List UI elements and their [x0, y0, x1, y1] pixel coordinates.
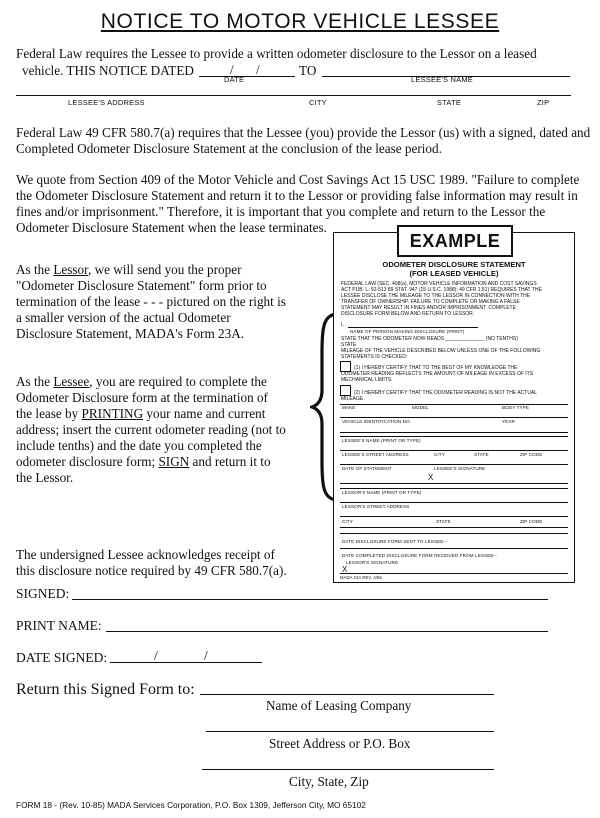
city-state-zip-caption: City, State, Zip: [289, 774, 369, 789]
example-fed-text: TRANSFER OF OWNERSHIP. FAILURE TO COMPLETE OR MAKING A FALSE: [341, 299, 520, 305]
quote-line-4: Odometer Disclosure Statement when the lease terminates.: [16, 220, 327, 235]
example-row-line: [340, 483, 568, 484]
example-checkbox-2: [340, 385, 351, 396]
example-check-text: (2) I HEREBY CERTIFY THAT THE ODOMETER READING IS NOT THE ACTUAL: [354, 390, 538, 396]
example-x-mark: X: [428, 473, 434, 482]
quote-line-3: fines and/or imprisonment." Therefore, it is important that you complete and return to the Lessor the: [16, 204, 546, 219]
example-row-line: [340, 573, 568, 574]
leasing-company-field[interactable]: [200, 694, 494, 695]
example-zip-2: ZIP CODE: [520, 519, 543, 524]
ack-line-1: The undersigned Lessee acknowledges receipt of: [16, 547, 275, 562]
lessee-line-7: the Lessor.: [16, 470, 74, 485]
date-signed-label: DATE SIGNED:: [16, 650, 108, 665]
example-zip: ZIP CODE: [520, 452, 543, 457]
example-date-completed: DATE COMPLETED DISCLOSURE FORM RECEIVED FROM LESSEE--: [342, 553, 497, 558]
example-check-text: MECHANICAL LIMITS.: [341, 377, 393, 383]
example-state: STATE: [474, 452, 489, 457]
example-lessor-signature: LESSOR'S SIGNATURE: [346, 560, 399, 565]
example-vin: VEHICLE IDENTIFICATION NO.: [342, 419, 412, 424]
notice-date-field[interactable]: [199, 76, 295, 77]
lessee-address-field[interactable]: [16, 95, 571, 96]
date-slash-1: /: [230, 62, 234, 77]
city-caption: CITY: [309, 98, 327, 107]
example-row-line: [340, 464, 568, 465]
lessee-line-2: Odometer Disclosure form at the termination of: [16, 390, 268, 405]
example-city-2: CITY: [342, 519, 353, 524]
example-fed-text: STATEMENT MAY RESULT IN FINES AND/OR IMPRISONMENT. COMPLETE: [341, 305, 516, 311]
date-signed-field[interactable]: [110, 662, 262, 663]
lessee-line-5: include tenths) and the date you completed the: [16, 438, 262, 453]
example-check-text: MILEAGE.: [341, 396, 365, 402]
example-row-line: [340, 533, 568, 534]
example-lessor-name: LESSOR'S NAME (PRINT OR TYPE): [342, 490, 422, 495]
example-check-text: (1) I HEREBY CERTIFY THAT TO THE BEST OF MY KNOWLEDGE THE: [354, 365, 518, 371]
example-row-line: [340, 436, 568, 437]
example-lessee-name: LESSEE'S NAME (PRINT OR TYPE): [342, 438, 421, 443]
example-x-mark: X: [342, 565, 348, 574]
example-row-line: [340, 527, 568, 528]
example-name-caption: NAME OF PERSON MAKING DISCLOSURE (PRINT): [350, 329, 465, 334]
example-date-statement: DATE OF STATEMENT: [342, 466, 392, 471]
example-row-line: [340, 516, 568, 517]
date-signed-slash-2: /: [204, 648, 208, 663]
example-row-line: [340, 404, 568, 405]
example-row-line: [340, 417, 568, 418]
lessor-line-3: termination of the lease - - - pictured on the right is: [16, 294, 286, 309]
lessor-line-5: Disclosure Statement, MADA's Form 23A.: [16, 326, 245, 341]
signed-label: SIGNED:: [16, 586, 70, 601]
example-lessee-signature: LESSEE'S SIGNATURE: [434, 466, 486, 471]
to-label: TO: [299, 63, 317, 78]
lessee-line-1: As the Lessee, you are required to complete the: [16, 374, 267, 389]
zip-caption: ZIP: [537, 98, 550, 107]
lessor-line-1: As the Lessor, we will send you the proper: [16, 262, 242, 277]
example-statement: STATE: [341, 342, 357, 348]
lessee-line-3: the lease by PRINTING your name and current: [16, 406, 266, 421]
date-signed-slash-1: /: [154, 648, 158, 663]
example-form: [333, 232, 575, 583]
example-check-text: ODOMETER READING REFLECTS THE AMOUNT OF MILEAGE IN EXCESS OF ITS: [341, 371, 534, 377]
example-name-line: [348, 327, 478, 328]
example-fed-text: FEDERAL LAW (SEC. 408(a), MOTOR VEHICLE INFORMATION AND COST SAVINGS: [341, 281, 537, 287]
example-subtitle: (FOR LEASED VEHICLE): [409, 269, 499, 278]
example-model: MODEL: [412, 405, 429, 410]
street-address-field[interactable]: [206, 731, 494, 732]
example-fed-text: ACT PUB. L. 92-513 89 STAT. 947 (15 U.S.C. 1988); 49 CFR 1.51) REQUIRES THAT THE: [341, 287, 542, 293]
example-form-number: MADA 23A REV. 4/86: [340, 575, 382, 580]
leasing-company-caption: Name of Leasing Company: [266, 698, 412, 713]
signed-field[interactable]: [72, 599, 548, 600]
example-title: ODOMETER DISCLOSURE STATEMENT: [382, 260, 526, 269]
example-row-line: [340, 502, 568, 503]
example-fed-text: LESSEE DISCLOSE THE MILEAGE TO THE LESSOR IN CONNECTION WITH THE: [341, 293, 531, 299]
example-row-line: [340, 488, 568, 489]
lessee-address-caption: LESSEE'S ADDRESS: [68, 98, 145, 107]
cfr-line-2: Completed Odometer Disclosure Statement at the conclusion of the lease period.: [16, 141, 442, 156]
lessee-name-caption: LESSEE'S NAME: [411, 75, 473, 84]
example-row-line: [340, 548, 568, 549]
quote-line-2: the Odometer Disclosure Statement and return it to the Lessor or providing false information may result in: [16, 188, 578, 203]
cfr-line-1: Federal Law 49 CFR 580.7(a) requires that the Lessee (you) provide the Lessor (us) with a signed, dated and: [16, 125, 591, 140]
example-lessee-address: LESSEE'S STREET ADDRESS: [342, 452, 409, 457]
example-year: YEAR: [502, 419, 515, 424]
state-caption: STATE: [437, 98, 462, 107]
quote-line-1: We quote from Section 409 of the Motor Vehicle and Cost Savings Act 15 USC 1989. "Failure to complete: [16, 172, 580, 187]
lessor-line-4: a smaller version of the actual Odometer: [16, 310, 231, 325]
lessor-line-2: "Odometer Disclosure Statement" form prior to: [16, 278, 267, 293]
example-i-label: I,: [341, 322, 344, 328]
date-slash-2: /: [256, 62, 260, 77]
intro-line-1: Federal Law requires the Lessee to provide a written odometer disclosure to the Lessor on a leased: [16, 46, 537, 61]
example-statement: STATEMENTS IS CHECKED:: [341, 354, 408, 360]
return-label: Return this Signed Form to:: [16, 681, 195, 698]
example-fed-text: DISCLOSURE FORM BELOW AND RETURN TO LESSOR.: [341, 311, 475, 317]
street-address-caption: Street Address or P.O. Box: [269, 736, 411, 751]
form-footer: FORM 18 - (Rev. 10-85) MADA Services Corporation, P.O. Box 1309, Jefferson City, MO 65102: [16, 800, 366, 810]
example-statement: MILEAGE OF THE VEHICLE DESCRIBED BELOW UNLESS ONE OF THE FOLLOWING: [341, 348, 541, 354]
print-name-field[interactable]: [106, 631, 548, 632]
lessee-line-4: address; insert the current odometer reading (not to: [16, 422, 286, 437]
example-row-line: [340, 432, 568, 433]
example-lessor-address: LESSOR'S STREET ADDRESS: [342, 504, 410, 509]
city-state-zip-field[interactable]: [202, 769, 494, 770]
date-caption: DATE: [224, 75, 245, 84]
example-statement: STATE THAT THE ODOMETER NOW READS ______________ (NO TENTHS): [341, 336, 518, 342]
example-state-2: STATE: [436, 519, 451, 524]
lessee-line-6: odometer disclosure form; SIGN and return it to: [16, 454, 271, 469]
example-city: CITY: [434, 452, 445, 457]
intro-line-2: vehicle. THIS NOTICE DATED: [22, 63, 194, 78]
example-make: MAKE: [342, 405, 356, 410]
example-row-line: [340, 450, 568, 451]
print-name-label: PRINT NAME:: [16, 618, 102, 633]
example-badge: EXAMPLE: [397, 225, 513, 257]
page-title: NOTICE TO MOTOR VEHICLE LESSEE: [100, 10, 500, 33]
example-body-type: BODY TYPE: [502, 405, 530, 410]
example-date-sent: DATE DISCLOSURE FORM SENT TO LESSEE--: [342, 539, 447, 544]
ack-line-2: this disclosure notice required by 49 CFR 580.7(a).: [16, 563, 287, 578]
